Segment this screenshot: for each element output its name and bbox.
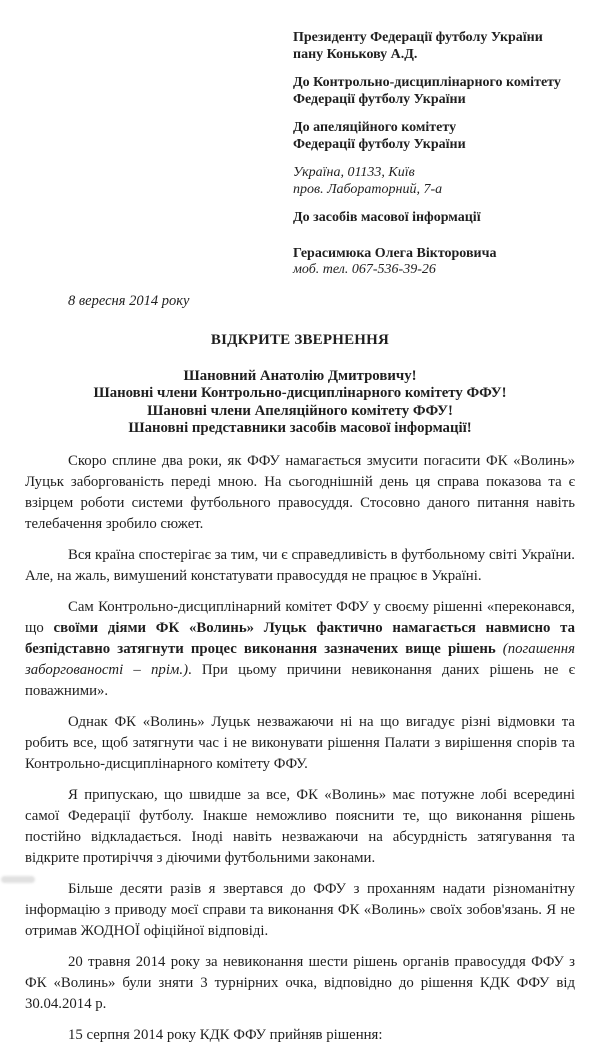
recipient-mass-media [293, 210, 575, 227]
recipient-disciplinary-committee [293, 75, 575, 108]
sender-phone: моб. тел. 067-536-39-26 [293, 262, 436, 277]
letterhead [293, 30, 575, 279]
salutation-line: Шановний Анатолію Дмитровичу! [183, 367, 417, 384]
letterhead-line: До засобів масової інформації [293, 210, 481, 225]
paragraph-bold-text: своїми діями ФК «Волинь» Луцьк фактично намагається навмисно та безпідставно затягнути процес виконання зазначених вище рішень [25, 619, 575, 657]
paragraph: Більше десяти разів я звертався до ФФУ з проханням надати різноманітну інформацію з приводу моєї справи та виконання ФК «Волинь» своїх зобов'язань. Я не отримав ЖОДНОЇ офіційної відповіді. [25, 880, 575, 939]
sender-block [293, 246, 575, 279]
address-block [293, 165, 575, 198]
letterhead-line: Президенту Федерації футболу України [293, 30, 543, 45]
letterhead-line: Україна, 01133, Київ [293, 165, 415, 180]
paragraph: Скоро сплине два роки, як ФФУ намагається змусити погасити ФК «Волинь» Луцьк заборгованість переді мною. На сьогоднішній день ця справа показова та є взірцем роботи системи футбольного правосуддя. Стосовно даного питання навіть телебачення зробило сюжет. [25, 452, 575, 532]
salutation-line: Шановні члени Контрольно-дисциплінарного комітету ФФУ! [93, 385, 507, 401]
paragraph-text: . При цьому причини невиконання даних рішень не є поважними». [25, 661, 575, 699]
scan-artifact [1, 876, 35, 883]
letterhead-line: Федерації футболу України [293, 136, 466, 152]
recipient-appeal-committee [293, 120, 575, 153]
paragraph-text: Сам Контрольно-дисциплінарний комітет ФФУ у своєму рішенні «переконався, що [25, 598, 575, 636]
letter-date: 8 вересня 2014 року [68, 292, 190, 309]
letter-body [25, 451, 575, 1046]
paragraph: 20 травня 2014 року за невиконання шести рішень органів правосуддя ФФУ з ФК «Волинь» були зняти 3 турнірних очка, відповідно до рішення КДК ФФУ від 30.04.2014 р. [25, 953, 575, 1012]
salutation-line: Шановні представники засобів масової інформації! [128, 420, 472, 436]
paragraph: Вся країна спостерігає за тим, чи є справедливість в футбольному світі України. Але, на жаль, вимушений констатувати правосуддя не працює в Україні. [25, 546, 575, 584]
sender-name: Герасимюка Олега Вікторовича [293, 245, 497, 261]
salutation-line: Шановні члени Апеляційного комітету ФФУ! [147, 402, 453, 419]
letterhead-line: пану Конькову А.Д. [293, 46, 418, 62]
letterhead-line: пров. Лабораторний, 7-а [293, 181, 443, 197]
letterhead-line: Федерації футболу України [293, 91, 466, 107]
paragraph-italic-text: (погашення заборгованості – прім.) [25, 640, 575, 678]
salutations [25, 368, 575, 438]
paragraph [25, 597, 575, 702]
paragraph: 15 серпня 2014 року КДК ФФУ прийняв рішення: [68, 1026, 383, 1043]
paragraph: Однак ФК «Волинь» Луцьк незважаючи ні на що вигадує різні відмовки та робить все, щоб затягнути час і не виконувати рішення Палати з вирішення спорів та Контрольно-дисциплінарного комітету ФФУ. [25, 713, 575, 772]
letterhead-line: До апеляційного комітету [293, 120, 457, 135]
recipient-president [293, 30, 575, 63]
letter-title: ВІДКРИТЕ ЗВЕРНЕННЯ [210, 331, 390, 348]
paragraph: Я припускаю, що швидше за все, ФК «Волинь» має потужне лобі всередині самої Федерації футболу. Інакше неможливо пояснити те, що виконання рішень постійно відкладається. Іноді навіть незважаючи на абсурдність затягування та відкрите протиріччя з діючими футбольними законами. [25, 786, 575, 866]
letterhead-line: До Контрольно-дисциплінарного комітету [293, 75, 561, 90]
